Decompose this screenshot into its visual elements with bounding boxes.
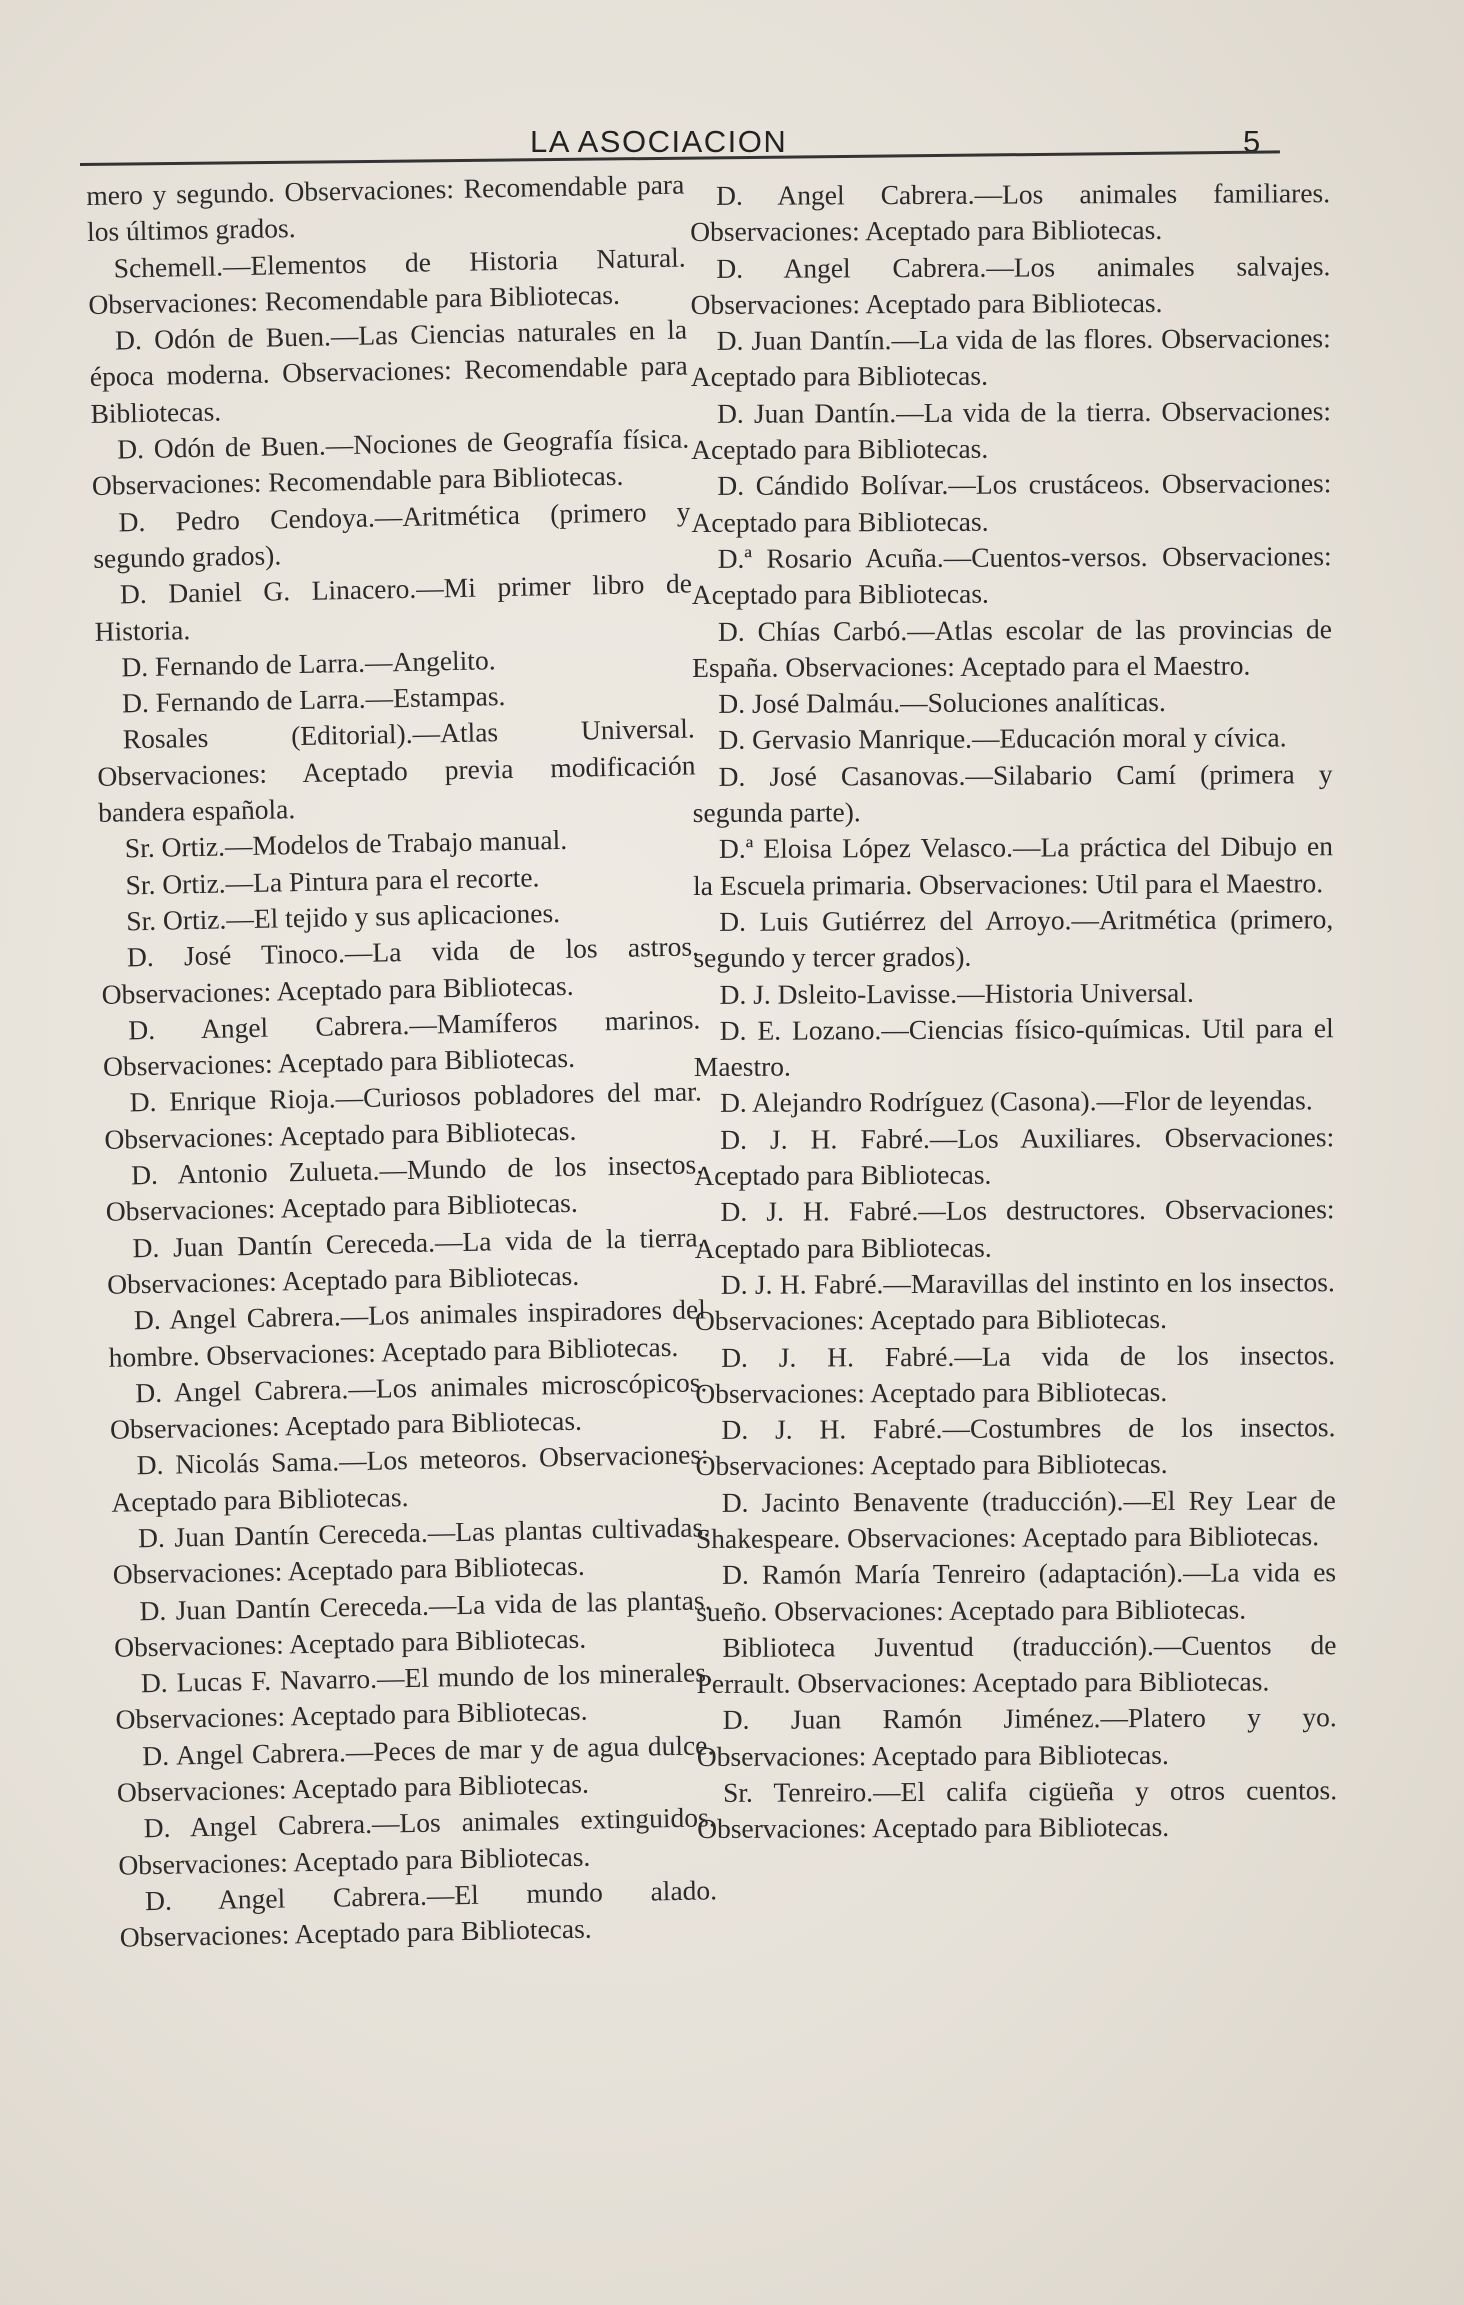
list-item: Rosales (Editorial).—Atlas Universal. Observaciones: Aceptado previa modificación bandera española.: [97, 712, 696, 828]
list-item: D. Angel Cabrera.—Los animales microscópicos. Observaciones: Aceptado para Bibliotecas.: [109, 1366, 708, 1445]
list-item: D. Daniel G. Linacero.—Mi primer libro de Historia.: [94, 567, 693, 647]
list-item: Sr. Ortiz.—Modelos de Trabajo manual.: [124, 824, 568, 864]
journal-title: LA ASOCIACION: [530, 124, 788, 159]
right-column: [690, 175, 1337, 1847]
list-item: D. Juan Dantín Cereceda.—Las plantas cultivadas. Observaciones: Aceptado para Bibliotecas.: [112, 1511, 711, 1591]
list-item: Sr. Ortiz.—El tejido y sus aplicaciones.: [125, 896, 561, 937]
list-item: D. Angel Cabrera.—Los animales familiares. Observaciones: Aceptado para Bibliotecas.: [690, 177, 1331, 248]
list-item: D. Angel Cabrera.—Mamíferos marinos. Observaciones: Aceptado para Bibliotecas.: [102, 1003, 701, 1082]
list-item: D. J. H. Fabré.—Costumbres de los insectos. Observaciones: Aceptado para Bibliotecas.: [695, 1411, 1336, 1482]
list-item: D. J. H. Fabré.—Los destructores. Observaciones: Aceptado para Bibliotecas.: [694, 1193, 1335, 1264]
list-item: D. Juan Dantín.—La vida de las flores. Observaciones: Aceptado para Bibliotecas.: [690, 322, 1331, 393]
list-item: Biblioteca Juventud (traducción).—Cuentos de Perrault. Observaciones: Aceptado para Bibliotecas.: [696, 1629, 1337, 1700]
list-item: D. Pedro Cendoya.—Aritmética (primero y segundo grados).: [93, 495, 691, 574]
list-item: Sr. Ortiz.—La Pintura para el recorte.: [125, 861, 540, 901]
list-item: D. Odón de Buen.—Nociones de Geografía física. Observaciones: Recomendable para Bibliotecas.: [91, 422, 690, 502]
list-item: D. J. H. Fabré.—Los Auxiliares. Observaciones: Aceptado para Bibliotecas.: [694, 1120, 1335, 1192]
list-item: D. Angel Cabrera.—El mundo alado. Observaciones: Aceptado para Bibliotecas.: [119, 1874, 718, 1953]
list-item: D. Luis Gutiérrez del Arroyo.—Aritmética (primero, segundo y tercer grados).: [693, 903, 1334, 974]
list-item: D. Angel Cabrera.—Los animales extinguidos. Observaciones: Aceptado para Bibliotecas.: [118, 1801, 716, 1881]
list-item: D. Angel Cabrera.—Los animales salvajes. Observaciones: Aceptado para Bibliotecas.: [690, 249, 1331, 320]
list-item: D. Chías Carbó.—Atlas escolar de las provincias de España. Observaciones: Aceptado para el Maestro.: [692, 612, 1333, 683]
left-column: [86, 167, 718, 1957]
list-item: D.ª Rosario Acuña.—Cuentos-versos. Observaciones: Aceptado para Bibliotecas.: [691, 540, 1332, 611]
list-item: D. Juan Dantín Cereceda.—La vida de la tierra. Observaciones: Aceptado para Bibliotecas.: [106, 1220, 705, 1300]
list-item: D. Juan Ramón Jiménez.—Platero y yo. Observaciones: Aceptado para Bibliotecas.: [696, 1701, 1337, 1772]
list-item: D. J. Dsleito-Lavisse.—Historia Universal.: [719, 976, 1194, 1010]
list-item: D. Fernando de Larra.—Angelito.: [121, 644, 496, 683]
list-item: D. Fernando de Larra.—Estampas.: [121, 680, 506, 719]
list-item: Sr. Tenreiro.—El califa cigüeña y otros cuentos. Observaciones: Aceptado para Bibliotecas.: [697, 1774, 1338, 1845]
list-item: D. J. H. Fabré.—Maravillas del instinto en los insectos. Observaciones: Aceptado para Bibliotecas.: [694, 1266, 1335, 1337]
page-number: 5: [1243, 124, 1261, 159]
list-item: D. Lucas F. Navarro.—El mundo de los minerales. Observaciones: Aceptado para Bibliotecas.: [115, 1656, 714, 1736]
list-item: D. Gervasio Manrique.—Educación moral y cívica.: [718, 721, 1287, 756]
list-item: D. Enrique Rioja.—Curiosos pobladores del mar. Observaciones: Aceptado para Bibliotecas.: [104, 1075, 702, 1155]
list-item: D. José Casanovas.—Silabario Camí (primera y segunda parte).: [692, 757, 1333, 829]
list-item: D. Jacinto Benavente (traducción).—El Rey Lear de Shakespeare. Observaciones: Aceptado para Bibliotecas.: [695, 1483, 1336, 1554]
list-item: D. José Tinoco.—La vida de los astros. Observaciones: Aceptado para Bibliotecas.: [101, 930, 700, 1010]
list-item: D. Juan Dantín.—La vida de la tierra. Observaciones: Aceptado para Bibliotecas.: [691, 394, 1332, 466]
list-item: mero y segundo. Observaciones: Recomendable para los últimos grados.: [86, 168, 685, 248]
list-item: D. Alejandro Rodríguez (Casona).—Flor de leyendas.: [719, 1084, 1313, 1119]
list-item: D. José Dalmáu.—Soluciones analíticas.: [718, 686, 1166, 720]
list-item: Schemell.—Elementos de Historia Natural. Observaciones: Recomendable para Bibliotecas.: [88, 241, 686, 320]
list-item: D. E. Lozano.—Ciencias físico-químicas. Util para el Maestro.: [693, 1012, 1334, 1083]
list-item: D. Angel Cabrera.—Peces de mar y de agua dulce. Observaciones: Aceptado para Bibliotecas.: [116, 1728, 715, 1808]
list-item: D. Juan Dantín Cereceda.—La vida de las plantas. Observaciones: Aceptado para Bibliotecas.: [113, 1583, 712, 1663]
list-item: D. Nicolás Sama.—Los meteoros. Observaciones: Aceptado para Bibliotecas.: [111, 1438, 709, 1518]
list-item: D. Antonio Zulueta.—Mundo de los insectos. Observaciones: Aceptado para Bibliotecas.: [105, 1148, 704, 1228]
list-item: D. Ramón María Tenreiro (adaptación).—La vida es sueño. Observaciones: Aceptado para Bibliotecas.: [696, 1556, 1337, 1627]
list-item: D.ª Eloisa López Velasco.—La práctica del Dibujo en la Escuela primaria. Observaciones: Util para el Maestro.: [693, 830, 1333, 901]
list-item: D. Angel Cabrera.—Los animales inspiradores del hombre. Observaciones: Aceptado para Bibliotecas.: [108, 1293, 707, 1373]
list-item: D. J. H. Fabré.—La vida de los insectos. Observaciones: Aceptado para Bibliotecas.: [695, 1338, 1336, 1409]
list-item: D. Cándido Bolívar.—Los crustáceos. Observaciones: Aceptado para Bibliotecas.: [691, 467, 1332, 538]
list-item: D. Odón de Buen.—Las Ciencias naturales en la época moderna. Observaciones: Recomendable para Bibliotecas.: [89, 313, 689, 429]
